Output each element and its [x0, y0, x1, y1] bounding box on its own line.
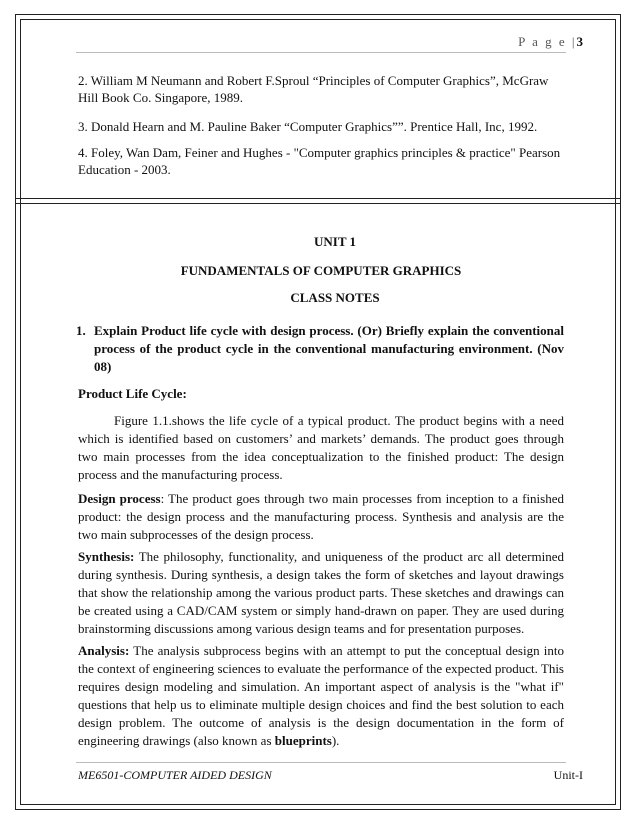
- analysis-bold-term: blueprints: [274, 733, 332, 748]
- footer-course: ME6501-COMPUTER AIDED DESIGN: [78, 768, 272, 782]
- footer-unit: Unit-I: [553, 768, 583, 782]
- footer-rule: [76, 762, 566, 763]
- analysis-body: The analysis subprocess begins with an attempt to put the conceptual design into the context of engineering sciences to evaluate the performance of the expected product. This requires design modeling and simulation. An important aspect of analysis is the "what if" questions that help us to eliminate multiple design choices and find the best solution to each design problem. The outcome of analysis is the design documentation in the form of engineering drawings (also known as: [78, 643, 564, 748]
- paragraph-synthesis: [78, 548, 564, 638]
- reference-2: 2. William M Neumann and Robert F.Sproul “Principles of Computer Graphics”, McGraw Hill Book Co. Singapore, 1989.: [78, 73, 549, 105]
- unit-title: UNIT 1: [313, 234, 357, 249]
- question-number: 1.: [76, 323, 86, 338]
- unit-subtitle: FUNDAMENTALS OF COMPUTER GRAPHICS: [180, 263, 462, 278]
- paragraph-intro: Figure 1.1.shows the life cycle of a typical product. The product begins with a need which is identified based on customers’ and markets’ demands. The product goes through two main processes from the idea conceptualization to the finished product: The design process and the manufacturing process.: [78, 413, 564, 482]
- reference-3: 3. Donald Hearn and M. Pauline Baker “Computer Graphics””. Prentice Hall, Inc, 1992.: [78, 119, 538, 134]
- analysis-end: ).: [331, 733, 340, 748]
- header-rule: [76, 52, 566, 53]
- paragraph-design-process: [78, 490, 564, 544]
- section-divider-top: [15, 198, 621, 199]
- question-1: [76, 322, 564, 376]
- analysis-lead: Analysis:: [78, 643, 130, 658]
- section-divider-bottom: [15, 203, 621, 204]
- page-separator: |: [571, 34, 577, 49]
- page-number-header: [518, 34, 583, 50]
- design-process-body: : The product goes through two main processes from inception to a finished product: the design process and the manufacturing process. Synthesis and analysis are the two main subprocesses of the design process.: [78, 491, 564, 542]
- section-heading: Product Life Cycle:: [78, 386, 187, 401]
- design-process-lead: Design process: [78, 491, 161, 506]
- reference-4: 4. Foley, Wan Dam, Feiner and Hughes - "Computer graphics principles & practice" Pearson Education - 2003.: [78, 145, 561, 177]
- question-text: Explain Product life cycle with design process. (Or) Briefly explain the conventional process of the product cycle in the conventional manufacturing environment. (Nov 08): [94, 323, 564, 374]
- class-notes-label: CLASS NOTES: [290, 290, 380, 305]
- synthesis-body: The philosophy, functionality, and uniqueness of the product arc all determined during synthesis. During synthesis, a design takes the form of sketches and layout drawings that show the relationship among the various product parts. These sketches and drawings can be created using a CAD/CAM system or simply hand-drawn on paper. They are used during brainstorming discussions among various design teams and for presentation purposes.: [78, 549, 564, 636]
- page-number: 3: [576, 34, 583, 49]
- paragraph-analysis: [78, 642, 564, 750]
- page-label: P a g e: [518, 34, 567, 49]
- synthesis-lead: Synthesis:: [78, 549, 135, 564]
